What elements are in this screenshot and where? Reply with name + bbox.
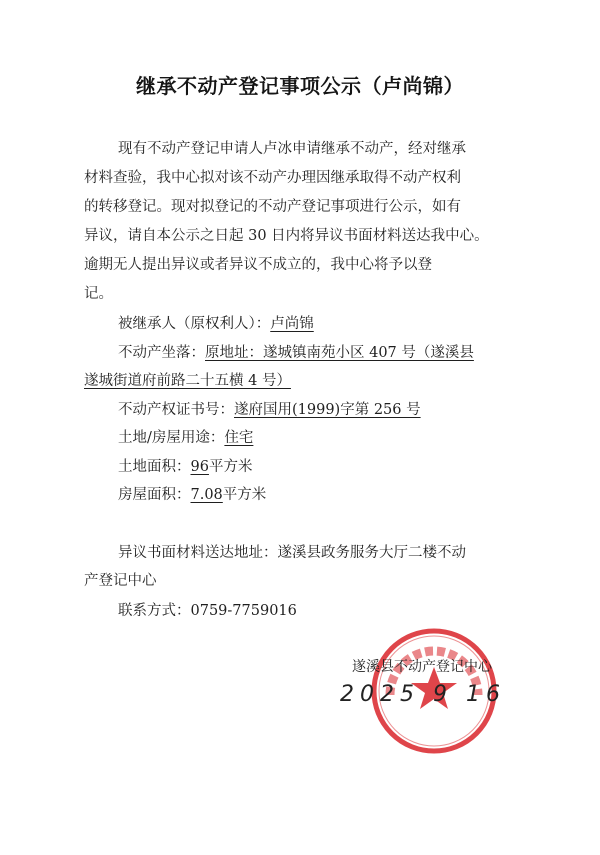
use-row <box>118 424 253 452</box>
cert-value: 遂府国用(1999)字第 256 号 <box>234 402 421 418</box>
intro-line-5: 逾期无人提出异议或者异议不成立的，我中心将予以登 <box>84 257 432 273</box>
intro-line-3: 的转移登记。现对拟登记的不动产登记事项进行公示，如有 <box>84 199 461 215</box>
intro-line-4: 异议，请自本公示之日起 30 日内将异议书面材料送达我中心。 <box>84 228 489 244</box>
cert-row <box>118 396 421 424</box>
objection-address-line-2: 产登记中心 <box>84 573 157 589</box>
house-area-row <box>118 481 266 509</box>
objection-address-line-1: 异议书面材料送达地址：遂溪县政务服务大厅二楼不动 <box>118 545 466 561</box>
contact-info: 联系方式：0759-7759016 <box>118 603 297 619</box>
page-title: 继承不动产登记事项公示（卢尚锦） <box>136 74 464 98</box>
intro-line-2: 材料查验，我中心拟对该不动产办理因继承取得不动产权利 <box>84 170 461 186</box>
heir-row <box>118 310 314 338</box>
location-label: 不动产坐落： <box>118 345 205 361</box>
location-value-2: 遂城街道府前路二十五横 4 号） <box>84 373 291 389</box>
cert-label: 不动产权证书号： <box>118 402 234 418</box>
land-area-unit: 平方米 <box>208 459 253 475</box>
land-area-value: 96 <box>190 459 209 475</box>
location-row <box>118 339 474 367</box>
intro-line-1: 现有不动产登记申请人卢冰申请继承不动产，经对继承 <box>118 141 466 157</box>
signature-date: 2025 9 16 <box>340 682 506 707</box>
signature-organization: 遂溪县不动产登记中心 <box>352 659 492 675</box>
use-value: 住宅 <box>224 430 254 446</box>
location-value-1: 原地址：遂城镇南苑小区 407 号（遂溪县 <box>205 345 474 361</box>
house-area-unit: 平方米 <box>222 487 267 503</box>
use-label: 土地/房屋用途： <box>118 430 225 446</box>
heir-label: 被继承人（原权利人）： <box>118 316 271 332</box>
house-area-label: 房屋面积： <box>118 487 191 503</box>
land-area-row <box>118 453 252 481</box>
land-area-label: 土地面积： <box>118 459 191 475</box>
house-area-value: 7.08 <box>190 487 223 503</box>
heir-value: 卢尚锦 <box>270 316 314 332</box>
intro-line-6: 记。 <box>84 286 113 302</box>
